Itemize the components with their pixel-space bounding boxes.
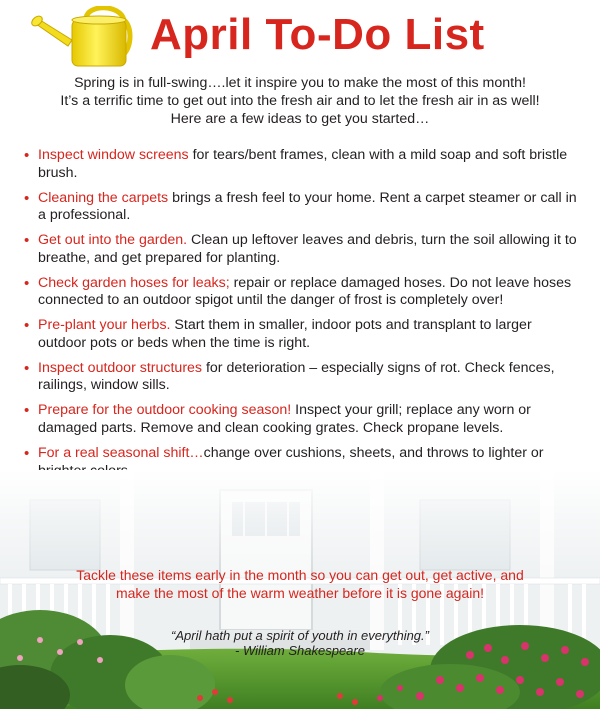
item-text: repair or replace damaged hoses. Do not leave hoses connected to an outdoor spigot until the danger of frost is completely over! xyxy=(38,274,572,309)
quote-block xyxy=(100,628,500,658)
closing-line: make the most of the warm weather before it is gone again! xyxy=(115,585,485,601)
item-highlight: Inspect outdoor structures xyxy=(38,359,203,376)
item-highlight: Get out into the garden. xyxy=(38,232,188,249)
item-highlight: Check garden hoses for leaks; xyxy=(38,274,230,291)
watering-can-icon xyxy=(28,6,138,70)
list-item xyxy=(24,190,580,225)
item-text: for deterioration – especially signs of rot. Check fences, railings, window sills. xyxy=(38,359,555,394)
item-text: brings a fresh feel to your home. Rent a carpet steamer or call in a professional. xyxy=(38,189,577,224)
page-title: April To-Do List xyxy=(150,10,485,59)
list-item xyxy=(24,402,580,437)
closing-message xyxy=(30,566,570,602)
item-highlight: Prepare for the outdoor cooking season! xyxy=(38,402,292,419)
item-text: for tears/bent frames, clean with a mild soap and soft bristle brush. xyxy=(38,147,568,181)
item-text: change over cushions, sheets, and throws to lighter or xyxy=(203,445,544,462)
item-highlight: For a real seasonal shift… xyxy=(38,445,204,462)
item-highlight: Pre-plant your herbs. xyxy=(38,317,171,334)
quote-text: “April hath put a spirit of youth in everything.” xyxy=(171,628,429,643)
list-item xyxy=(24,360,580,395)
intro-line: It’s a terrific time to get out into the fresh air and to let the fresh air in as well! xyxy=(60,93,540,109)
list-item xyxy=(24,147,580,182)
item-highlight: Inspect window screens xyxy=(38,147,189,163)
item-text: Inspect your grill; replace any worn or damaged parts. Remove and clean cooking grates. Check propane levels. xyxy=(38,402,531,437)
intro-line: Here are a few ideas to get you started… xyxy=(170,111,430,127)
list-item xyxy=(24,232,580,267)
list-item xyxy=(24,275,580,310)
closing-line: Tackle these items early in the month so you can get out, get active, and xyxy=(76,567,524,583)
intro-text xyxy=(20,74,580,128)
list-item xyxy=(24,317,580,352)
item-text: Clean up leftover leaves and debris, turn the soil allowing it to breathe, and get prepared for planting. xyxy=(38,232,577,266)
quote-author: - William Shakespeare xyxy=(235,643,365,658)
intro-line: Spring is in full-swing….let it inspire you to make the most of this month! xyxy=(74,75,526,91)
item-highlight: Cleaning the carpets xyxy=(38,189,169,206)
item-text: Start them in smaller, indoor pots and transplant to larger outdoor pots or beds when the time is right. xyxy=(38,317,532,351)
